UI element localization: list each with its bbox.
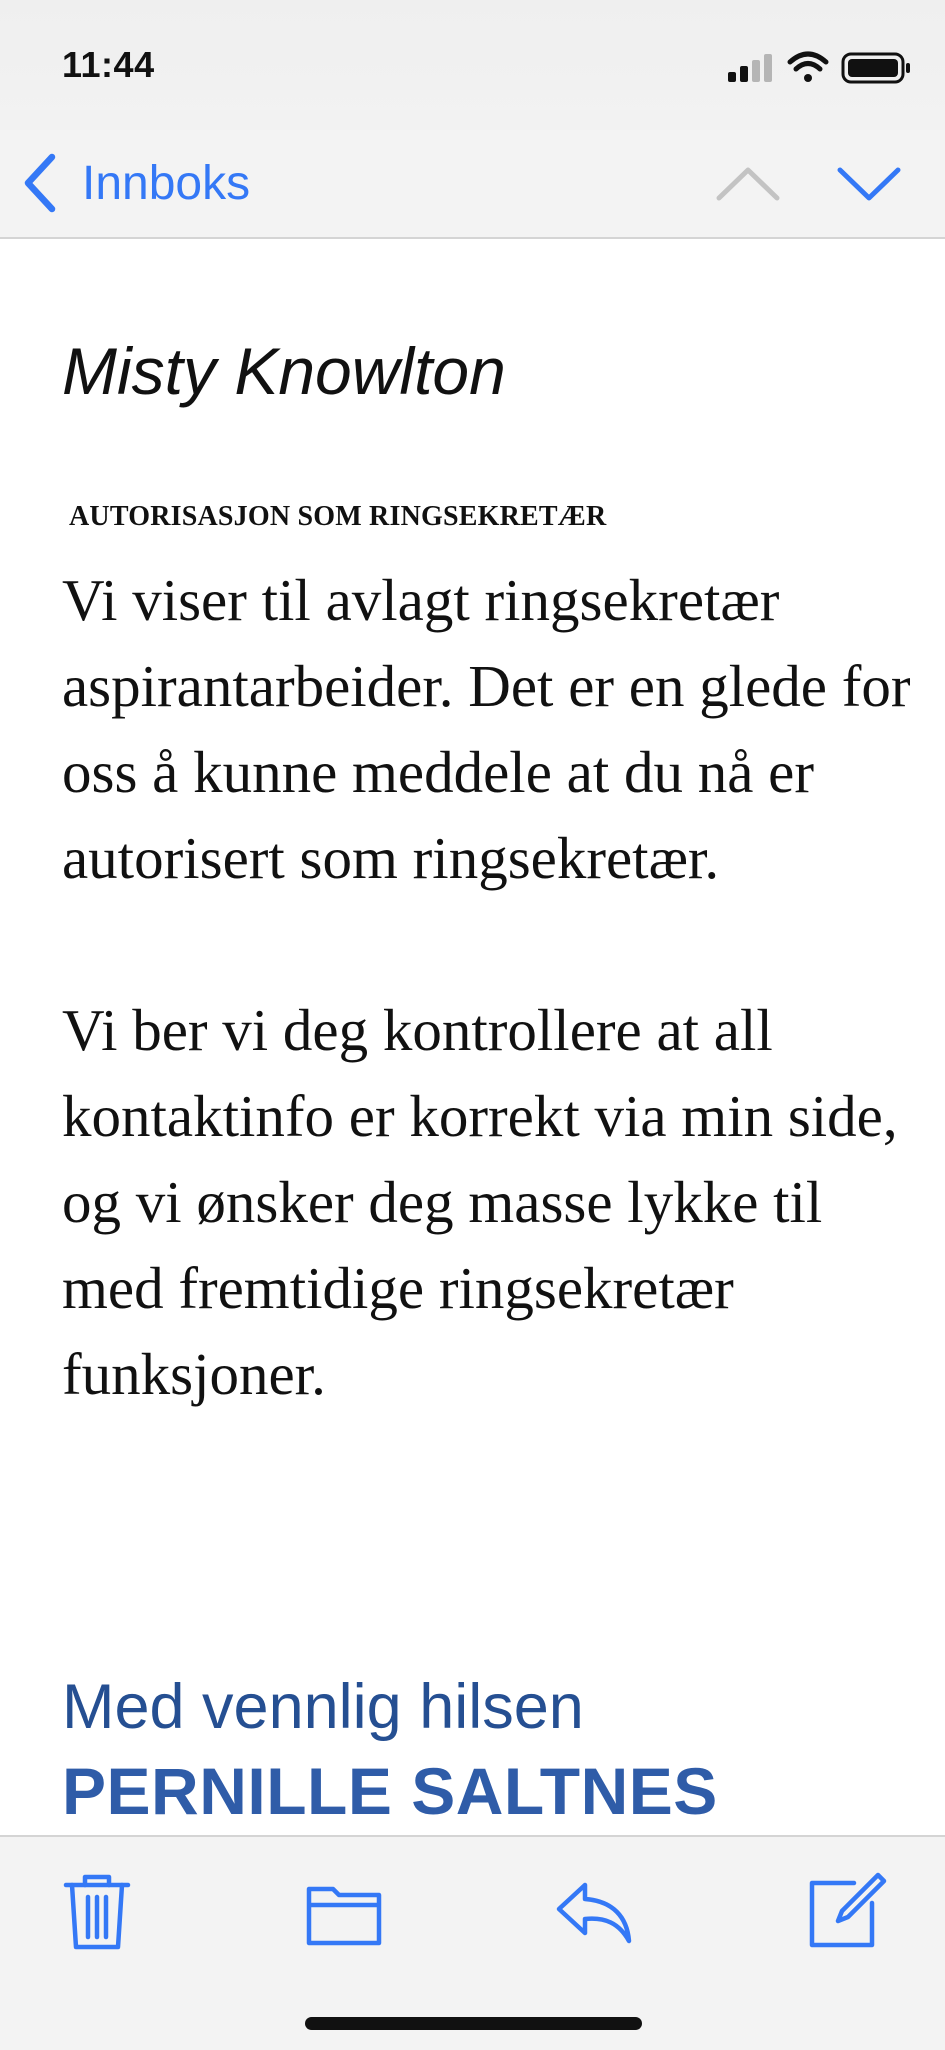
body-paragraph: Vi ber vi deg kontrollere at all kontaktinfo er korrekt via min side, og vi ønsker deg masse lykke til med fremtidige ringsekretær funksjoner.: [62, 997, 898, 1407]
chevron-up-icon: [713, 154, 783, 214]
back-button[interactable]: [20, 148, 250, 218]
status-bar: [0, 0, 945, 130]
signature-name: PERNILLE SALTNES: [62, 1754, 718, 1828]
body-paragraph: Vi viser til avlagt ringsekretær aspirantarbeider. Det er en glede for oss å kunne meddele at du nå er autorisert som ringsekretær.: [62, 567, 911, 891]
back-label: Innboks: [82, 156, 251, 210]
chevron-down-icon: [834, 154, 904, 214]
next-message-button[interactable]: [834, 154, 904, 214]
navigation-bar: [0, 130, 945, 239]
signature-greeting: Med vennlig hilsen: [62, 1672, 584, 1742]
move-to-folder-button[interactable]: [299, 1867, 389, 1957]
wifi-icon: [790, 54, 826, 82]
home-indicator[interactable]: [305, 2017, 642, 2030]
chevron-left-icon: [20, 151, 60, 215]
message-subject: AUTORISASJON SOM RINGSEKRETÆR: [69, 501, 607, 532]
cellular-signal-icon: [728, 54, 772, 82]
message-body: [62, 557, 922, 1417]
previous-message-button[interactable]: [713, 154, 783, 214]
bottom-toolbar: [0, 1835, 945, 2050]
folder-icon: [299, 1867, 389, 1957]
reply-button[interactable]: [549, 1867, 639, 1957]
status-icons: [724, 48, 919, 88]
message-content[interactable]: [0, 239, 945, 1835]
status-time: 11:44: [62, 44, 155, 85]
battery-icon: [843, 54, 910, 82]
delete-button[interactable]: [52, 1867, 142, 1957]
trash-icon: [52, 1867, 142, 1957]
compose-button[interactable]: [800, 1867, 890, 1957]
sender-name: Misty Knowlton: [62, 334, 506, 408]
reply-icon: [549, 1867, 639, 1957]
compose-icon: [800, 1867, 890, 1957]
